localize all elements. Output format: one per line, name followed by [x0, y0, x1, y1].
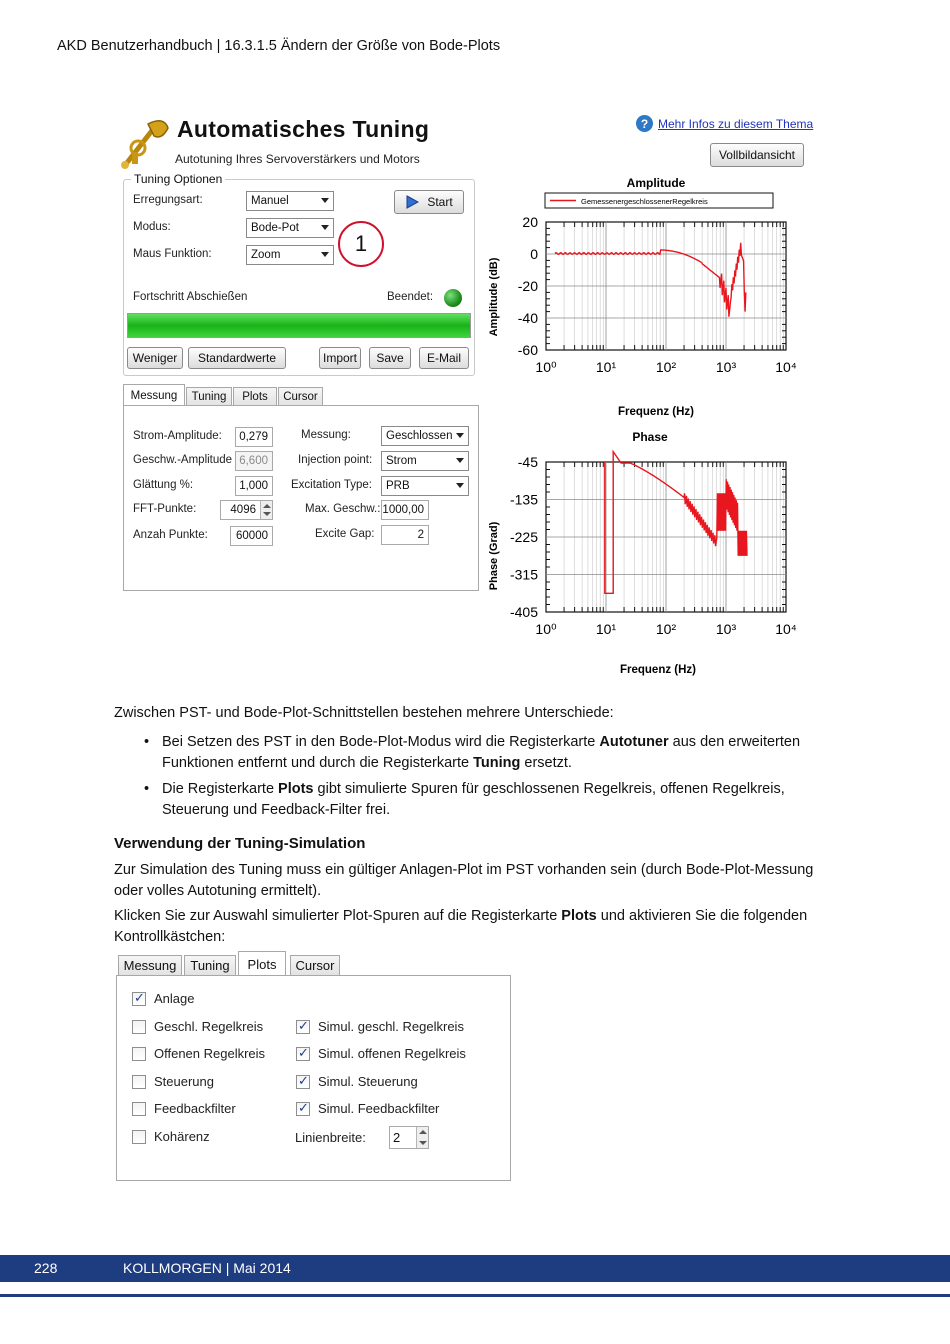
checkbox-sim-open-loop[interactable]	[296, 1046, 466, 1061]
y-tick-label: 0	[530, 246, 538, 262]
x-tick-label: 10²	[655, 359, 677, 375]
checkbox-box[interactable]	[296, 1020, 310, 1034]
checkbox-sim-control[interactable]	[296, 1074, 418, 1089]
question-icon: ?	[636, 115, 653, 132]
x-tick-label: 10¹	[595, 359, 617, 375]
bullet-item	[162, 779, 832, 820]
tab-messung[interactable]: Messung	[118, 955, 182, 975]
chevron-down-icon	[321, 225, 329, 230]
email-button[interactable]: E-Mail	[419, 347, 469, 369]
checkbox-sim-closed-loop[interactable]	[296, 1019, 464, 1034]
para2-text-c: und aktivieren Sie die folgenden Kontrollkästchen:	[114, 908, 808, 945]
tab-messung[interactable]: Messung	[123, 384, 185, 407]
phase-plot[interactable]	[484, 426, 818, 676]
mouse-function-label: Maus Funktion:	[133, 248, 212, 260]
bullet2-text-c: gibt simulierte Spuren für geschlossenen Regelkreis, offenen Regelkreis, Steuerung und Feedback-Filter frei.	[162, 781, 785, 818]
max-speed-label: Max. Geschw.:	[305, 503, 381, 515]
x-tick-label: 10³	[715, 359, 737, 375]
checkbox-label: Geschl. Regelkreis	[154, 1019, 264, 1034]
checkbox-box[interactable]	[132, 1130, 146, 1144]
trumpet-icon	[118, 114, 172, 170]
injection-point-label: Injection point:	[298, 454, 373, 466]
less-button[interactable]: Weniger	[127, 347, 183, 369]
checkbox-box[interactable]	[296, 1075, 310, 1089]
simulation-paragraph: Zur Simulation des Tuning muss ein gültiger Anlagen-Plot im PST vorhanden sein (durch Bode-Plot-Messung oder volles Autotuning ermittelt).	[114, 862, 814, 899]
save-button[interactable]: Save	[369, 347, 411, 369]
checkbox-box[interactable]	[296, 1102, 310, 1116]
fft-points-field[interactable]	[220, 500, 273, 520]
excite-gap-field[interactable]: 2	[381, 525, 429, 545]
tuning-options-legend: Tuning Optionen	[131, 172, 225, 186]
chevron-down-icon	[321, 252, 329, 257]
bullet-item	[162, 732, 832, 773]
excitation-type-select[interactable]	[381, 476, 469, 496]
checkbox-box[interactable]	[132, 1047, 146, 1061]
mouse-function-value: Zoom	[251, 249, 281, 261]
checkbox-anlage[interactable]	[132, 991, 194, 1006]
checkbox-box[interactable]	[132, 1020, 146, 1034]
excitation-value: Manuel	[251, 195, 289, 207]
current-amplitude-field[interactable]: 0,279	[235, 427, 273, 447]
x-tick-label: 10⁴	[775, 359, 797, 375]
linewidth-stepper[interactable]	[389, 1126, 429, 1149]
section-heading: Verwendung der Tuning-Simulation	[114, 835, 366, 852]
linewidth-value: 2	[393, 1130, 401, 1145]
bullet1-text-c: aus den erweiterten Funktionen entfernt und durch die Registerkarte	[162, 734, 801, 771]
y-tick-label: -405	[509, 604, 538, 620]
points-count-field[interactable]: 60000	[230, 526, 273, 546]
checkbox-label: Anlage	[154, 991, 195, 1006]
running-header: AKD Benutzerhandbuch | 16.3.1.5 Ändern der Größe von Bode-Plots	[57, 38, 501, 54]
import-button[interactable]: Import	[319, 347, 361, 369]
tab-tuning[interactable]: Tuning	[184, 955, 236, 975]
linewidth-label: Linienbreite:	[295, 1130, 366, 1145]
chevron-down-icon	[456, 458, 464, 463]
amplitude-title: Amplitude	[626, 176, 686, 190]
y-tick-label: -225	[509, 529, 538, 545]
points-count-label: Anzah Punkte:	[133, 529, 208, 541]
phase-title: Phase	[632, 430, 668, 444]
smoothing-field[interactable]: 1,000	[235, 476, 273, 496]
injection-point-select[interactable]	[381, 451, 469, 471]
y-tick-label: -40	[517, 310, 538, 326]
measurement-value: Geschlossen	[386, 430, 453, 442]
fft-points-value: 4096	[230, 504, 256, 516]
checkbox-label: Simul. Steuerung	[318, 1074, 418, 1089]
bullet2-text-a: Die Registerkarte	[162, 781, 279, 797]
mode-value: Bode-Pot	[251, 222, 299, 234]
bullet2-bold-plots: Plots	[278, 781, 314, 797]
fft-points-label: FFT-Punkte:	[133, 503, 197, 515]
y-tick-label: -20	[517, 278, 538, 294]
spinner-arrows-icon[interactable]	[416, 1127, 428, 1148]
phase-x-label: Frequenz (Hz)	[619, 664, 697, 676]
tab-tuning[interactable]: Tuning	[186, 387, 232, 406]
progress-bar	[127, 313, 471, 338]
legend-label: GemessenergeschlossenerRegelkreis	[581, 197, 708, 206]
progress-label: Fortschritt Abschießen	[133, 291, 248, 303]
para2-bold-plots: Plots	[561, 908, 597, 924]
excitation-label: Erregungsart:	[133, 194, 203, 206]
checkbox-label: Simul. offenen Regelkreis	[318, 1046, 466, 1061]
para2-text-a: Klicken Sie zur Auswahl simulierter Plot-Spuren auf die Registerkarte	[114, 908, 562, 924]
injection-point-value: Strom	[386, 455, 417, 467]
current-amplitude-label: Strom-Amplitude:	[133, 430, 222, 442]
excitation-type-label: Excitation Type:	[291, 479, 372, 491]
x-tick-label: 10²	[655, 621, 677, 637]
chevron-down-icon	[456, 433, 464, 438]
measurement-label: Messung:	[301, 429, 351, 441]
max-speed-field[interactable]: 1000,00	[381, 500, 429, 520]
bullet1-bold-autotuner: Autotuner	[599, 734, 669, 750]
finished-label: Beendet:	[387, 291, 434, 303]
checkbox-box[interactable]	[132, 1102, 146, 1116]
footer-rule	[0, 1294, 950, 1297]
app-title: Automatisches Tuning	[177, 116, 430, 142]
mode-label: Modus:	[133, 221, 171, 233]
checkbox-box[interactable]	[296, 1047, 310, 1061]
excite-gap-label: Excite Gap:	[315, 528, 375, 540]
checkbox-label: Steuerung	[154, 1074, 214, 1089]
amplitude-y-label: Amplitude (dB)	[488, 257, 500, 337]
checkbox-box[interactable]	[132, 992, 146, 1006]
speed-amplitude-label: Geschw.-Amplitude	[133, 454, 233, 466]
checkbox-coherence[interactable]	[132, 1129, 210, 1144]
callout-marker: 1	[338, 221, 384, 267]
smoothing-label: Glättung %:	[133, 479, 194, 491]
checkbox-label: Feedbackfilter	[154, 1101, 236, 1116]
x-tick-label: 10⁰	[535, 621, 557, 637]
checkbox-label: Simul. Feedbackfilter	[318, 1101, 440, 1116]
page-footer	[0, 1255, 950, 1282]
x-tick-label: 10³	[715, 621, 737, 637]
app-subtitle: Autotuning Ihres Servoverstärkers und Motors	[175, 152, 420, 166]
y-tick-label: -135	[509, 491, 538, 508]
defaults-button[interactable]: Standardwerte	[188, 347, 286, 369]
amplitude-plot[interactable]	[484, 172, 818, 422]
page-number: 228	[34, 1260, 58, 1276]
x-tick-label: 10⁰	[535, 359, 557, 375]
fullscreen-button[interactable]: Vollbildansicht	[710, 143, 804, 167]
y-tick-label: -315	[509, 566, 538, 583]
checkbox-box[interactable]	[132, 1075, 146, 1089]
bullet1-text-e: ersetzt.	[520, 754, 572, 771]
bullet1-text-a: Bei Setzen des PST in den Bode-Plot-Modus wird die Registerkarte	[162, 734, 600, 750]
y-tick-label: -60	[517, 342, 538, 358]
y-tick-label: 20	[522, 214, 538, 230]
help-link-row[interactable]	[636, 115, 813, 132]
x-tick-label: 10⁴	[775, 621, 797, 637]
mode-select[interactable]	[246, 218, 334, 238]
spinner-arrows-icon[interactable]	[260, 501, 272, 519]
tab-plots[interactable]: Plots	[233, 387, 277, 406]
start-button[interactable]	[394, 190, 464, 214]
checkbox-label: Kohärenz	[154, 1129, 210, 1144]
play-icon	[405, 195, 419, 209]
y-tick-label: -45	[517, 454, 538, 470]
checkbox-label: Simul. geschl. Regelkreis	[318, 1019, 464, 1034]
checkbox-closed-loop[interactable]	[132, 1019, 263, 1034]
tab-cursor[interactable]: Cursor	[278, 387, 323, 406]
instruction-paragraph	[114, 906, 834, 947]
amplitude-x-label: Frequenz (Hz)	[617, 406, 695, 418]
speed-amplitude-field[interactable]: 6,600	[235, 451, 273, 471]
mouse-function-select[interactable]	[246, 245, 334, 265]
chevron-down-icon	[321, 198, 329, 203]
chevron-down-icon	[456, 483, 464, 488]
intro-paragraph: Zwischen PST- und Bode-Plot-Schnittstellen bestehen mehrere Unterschiede:	[114, 705, 614, 721]
checkbox-feedback-filter[interactable]	[132, 1101, 236, 1116]
x-tick-label: 10¹	[595, 621, 617, 637]
plots-tab-screenshot	[114, 951, 514, 1183]
checkbox-open-loop[interactable]	[132, 1046, 265, 1061]
checkbox-control[interactable]	[132, 1074, 214, 1089]
help-link[interactable]: Mehr Infos zu diesem Thema	[658, 116, 814, 131]
excitation-type-value: PRB	[386, 480, 410, 492]
footer-brand: KOLLMORGEN | Mai 2014	[123, 1260, 291, 1276]
auto-tuning-screenshot	[114, 108, 818, 678]
measurement-select[interactable]	[381, 426, 469, 446]
tab-plots[interactable]: Plots	[238, 951, 286, 976]
plots-panel	[116, 975, 511, 1181]
phase-y-label: Phase (Grad)	[488, 521, 500, 591]
tab-cursor[interactable]: Cursor	[290, 955, 340, 975]
excitation-select[interactable]	[246, 191, 334, 211]
bullet1-bold-tuning: Tuning	[473, 754, 521, 771]
finished-status-led	[444, 289, 462, 307]
measurement-panel	[123, 405, 479, 591]
checkbox-sim-feedback-filter[interactable]	[296, 1101, 439, 1116]
start-button-label: Start	[427, 195, 453, 209]
checkbox-label: Offenen Regelkreis	[154, 1046, 266, 1061]
